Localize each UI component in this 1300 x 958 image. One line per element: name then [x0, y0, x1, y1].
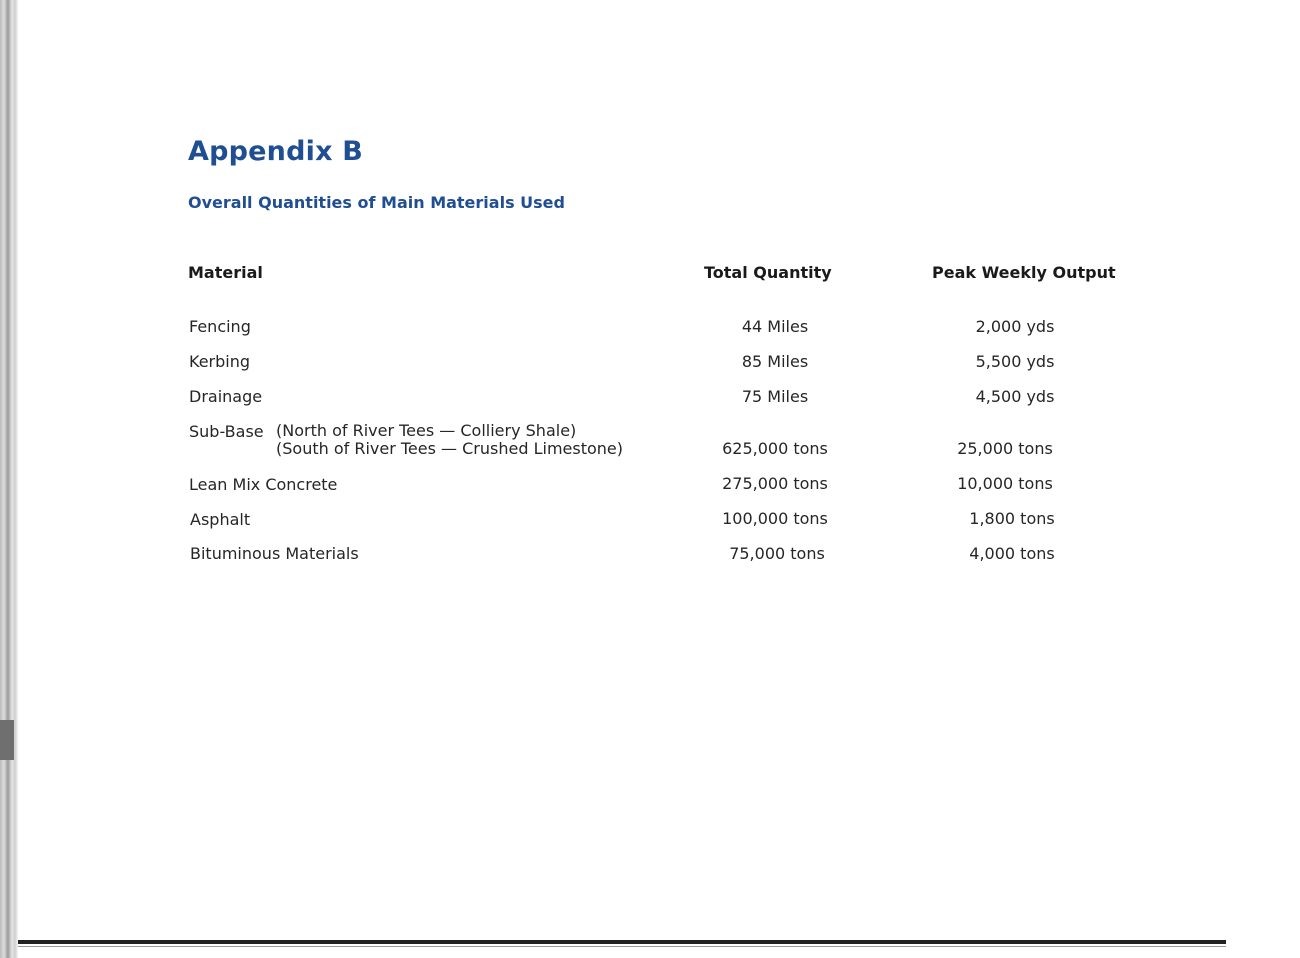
row-total-quantity: 75 Miles	[741, 387, 809, 406]
row-peak-output: 4,000 tons	[969, 544, 1055, 563]
row-material: Lean Mix Concrete	[189, 475, 338, 494]
row-peak-output: 10,000 tons	[957, 474, 1053, 493]
row-total-quantity: 85 Miles	[741, 352, 809, 371]
page-bottom-rule	[18, 940, 1226, 944]
row-peak-output: 2,000 yds	[975, 317, 1055, 336]
header-material: Material	[188, 263, 263, 282]
header-total-quantity: Total Quantity	[704, 263, 832, 282]
row-peak-output: 1,800 tons	[969, 509, 1055, 528]
page-bottom-rule-shadow	[18, 946, 1226, 947]
row-total-quantity: 44 Miles	[741, 317, 809, 336]
header-peak-weekly-output: Peak Weekly Output	[932, 263, 1116, 282]
row-material: Drainage	[189, 387, 263, 406]
page-title: Appendix B	[188, 136, 364, 167]
row-material: Bituminous Materials	[190, 544, 359, 563]
row-material: Sub-Base	[189, 422, 264, 441]
scan-page-edge	[0, 0, 18, 958]
row-material: Asphalt	[190, 510, 251, 529]
sub-base-note	[276, 422, 623, 458]
row-peak-output: 25,000 tons	[957, 439, 1053, 458]
row-total-quantity: 100,000 tons	[722, 509, 828, 528]
row-total-quantity: 75,000 tons	[729, 544, 825, 563]
sub-base-note-north: (North of River Tees — Colliery Shale)	[276, 421, 577, 440]
row-total-quantity: 275,000 tons	[722, 474, 828, 493]
page-subtitle: Overall Quantities of Main Materials Used	[188, 193, 565, 212]
sub-base-note-south: (South of River Tees — Crushed Limestone)	[276, 439, 623, 458]
row-material: Fencing	[189, 317, 251, 336]
row-material: Kerbing	[189, 352, 251, 371]
row-peak-output: 4,500 yds	[975, 387, 1055, 406]
row-total-quantity: 625,000 tons	[722, 439, 828, 458]
row-peak-output: 5,500 yds	[975, 352, 1055, 371]
